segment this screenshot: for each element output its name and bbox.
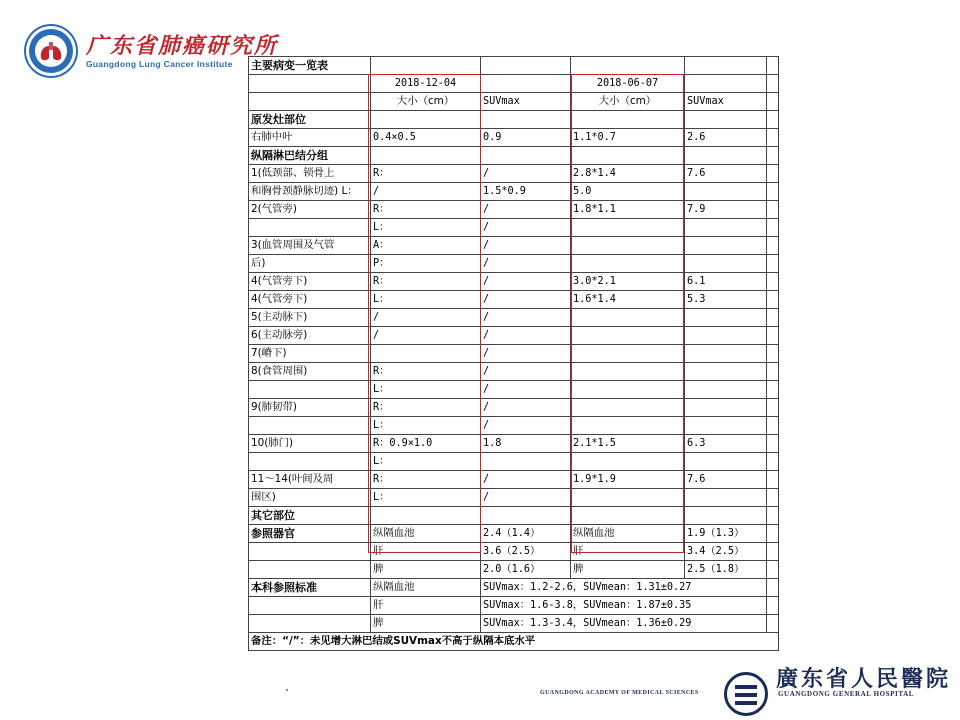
cell-col-3 — [571, 399, 685, 417]
cell-col-1: A： — [371, 237, 481, 255]
cell-col-1: R： — [371, 273, 481, 291]
cell-col-2: / — [481, 309, 571, 327]
cell-col-1: R： — [371, 363, 481, 381]
cell-label: 和胸骨颈静脉切迹) L： — [249, 183, 371, 201]
table-row — [249, 165, 779, 183]
cell-col-3 — [571, 507, 685, 525]
cell-label — [249, 417, 371, 435]
table-row — [249, 633, 779, 651]
cell-col-2: 3.6（2.5） — [481, 543, 571, 561]
cell-col-end — [767, 309, 779, 327]
cell-label — [249, 381, 371, 399]
cell-col-1: L： — [371, 291, 481, 309]
cell-label: 围区) — [249, 489, 371, 507]
cell-col-4: 2.6 — [685, 129, 767, 147]
cell-col-1: / — [371, 183, 481, 201]
cell-col-2: / — [481, 417, 571, 435]
cell-col-2: SUVmax：1.2-2.6，SUVmean：1.31±0.27 — [481, 579, 767, 597]
stray-dot — [286, 689, 288, 691]
cell-col-end — [767, 75, 779, 93]
cell-col-4 — [685, 219, 767, 237]
cell-col-end — [767, 291, 779, 309]
cell-col-end — [767, 183, 779, 201]
cell-col-end — [767, 255, 779, 273]
cell-label: 后) — [249, 255, 371, 273]
cell-col-3: 纵隔血池 — [571, 525, 685, 543]
cell-col-end — [767, 561, 779, 579]
cell-col-3 — [571, 237, 685, 255]
table-row — [249, 471, 779, 489]
cell-col-end — [767, 417, 779, 435]
cell-col-2: / — [481, 201, 571, 219]
cell-label: 其它部位 — [249, 507, 371, 525]
table-row — [249, 363, 779, 381]
cell-col-2 — [481, 57, 571, 75]
cell-label: 6(主动脉旁) — [249, 327, 371, 345]
cell-col-2 — [481, 507, 571, 525]
cell-col-3: 2018-06-07 — [571, 75, 685, 93]
table-row — [249, 75, 779, 93]
lesion-table — [248, 56, 779, 651]
cell-col-2: SUVmax：1.3-3.4，SUVmean：1.36±0.29 — [481, 615, 767, 633]
cell-col-1: 肝 — [371, 597, 481, 615]
footer-academy-name: GUANGDONG ACADEMY OF MEDICAL SCIENCES — [540, 690, 699, 696]
cell-label: 4(气管旁下) — [249, 273, 371, 291]
table-row — [249, 129, 779, 147]
cell-col-4 — [685, 489, 767, 507]
cell-col-4 — [685, 111, 767, 129]
cell-col-3 — [571, 417, 685, 435]
cell-col-1: L： — [371, 489, 481, 507]
table-row — [249, 255, 779, 273]
cell-col-2 — [481, 75, 571, 93]
table-row — [249, 291, 779, 309]
cell-label: 5(主动脉下) — [249, 309, 371, 327]
cell-col-4 — [685, 57, 767, 75]
cell-col-end — [767, 201, 779, 219]
cell-label — [249, 615, 371, 633]
table-row — [249, 201, 779, 219]
cell-col-3: 大小（cm） — [571, 93, 685, 111]
cell-label — [249, 93, 371, 111]
cell-col-1: 纵隔血池 — [371, 579, 481, 597]
cell-col-1: 大小（cm） — [371, 93, 481, 111]
cell-col-1: R： — [371, 165, 481, 183]
cell-col-2: / — [481, 237, 571, 255]
cell-label: 8(食管周围) — [249, 363, 371, 381]
cell-col-4 — [685, 147, 767, 165]
cell-col-3 — [571, 345, 685, 363]
cell-col-4 — [685, 75, 767, 93]
cell-col-end — [767, 579, 779, 597]
cell-col-4 — [685, 381, 767, 399]
cell-label: 右肺中叶 — [249, 129, 371, 147]
cell-col-1: 纵隔血池 — [371, 525, 481, 543]
cell-col-end — [767, 453, 779, 471]
cell-col-4: 7.9 — [685, 201, 767, 219]
cell-label — [249, 219, 371, 237]
table-row — [249, 615, 779, 633]
logo-title-en: Guangdong Lung Cancer Institute — [86, 59, 233, 69]
cell-col-4 — [685, 255, 767, 273]
cell-col-3 — [571, 57, 685, 75]
cell-col-1: R： — [371, 471, 481, 489]
hospital-footer — [540, 660, 960, 720]
cell-col-2: / — [481, 327, 571, 345]
cell-col-1: / — [371, 327, 481, 345]
cell-col-3 — [571, 219, 685, 237]
note-cell: 备注：“/”：未见增大淋巴结或SUVmax不高于纵隔本底水平 — [249, 633, 779, 651]
table-row — [249, 273, 779, 291]
table-row — [249, 489, 779, 507]
cell-col-3: 1.6*1.4 — [571, 291, 685, 309]
cell-col-end — [767, 615, 779, 633]
cell-label — [249, 453, 371, 471]
cell-col-2 — [481, 111, 571, 129]
cell-col-2: / — [481, 363, 571, 381]
cell-col-4: 1.9（1.3） — [685, 525, 767, 543]
cell-col-1 — [371, 345, 481, 363]
cell-col-end — [767, 597, 779, 615]
cell-label — [249, 543, 371, 561]
table-row — [249, 579, 779, 597]
cell-col-3 — [571, 255, 685, 273]
cell-col-2: / — [481, 399, 571, 417]
cell-col-2 — [481, 147, 571, 165]
cell-col-4 — [685, 327, 767, 345]
cell-col-4 — [685, 507, 767, 525]
cell-col-1: L： — [371, 219, 481, 237]
cell-col-3 — [571, 111, 685, 129]
cell-col-1 — [371, 111, 481, 129]
cell-label: 9(肺韧带) — [249, 399, 371, 417]
cell-col-1: R：0.9×1.0 — [371, 435, 481, 453]
table-row — [249, 111, 779, 129]
cell-col-1 — [371, 57, 481, 75]
table-row — [249, 237, 779, 255]
table-row — [249, 183, 779, 201]
cell-col-3: 2.1*1.5 — [571, 435, 685, 453]
cell-col-2: 0.9 — [481, 129, 571, 147]
lesion-table-sheet — [248, 56, 779, 651]
cell-col-2: 2.0（1.6） — [481, 561, 571, 579]
cell-col-end — [767, 525, 779, 543]
cell-col-1: L： — [371, 417, 481, 435]
cell-col-1 — [371, 147, 481, 165]
footer-hospital-cn: 廣东省人民醫院 — [776, 666, 952, 692]
cell-col-4: 6.1 — [685, 273, 767, 291]
cell-label: 纵隔淋巴结分组 — [249, 147, 371, 165]
cell-col-end — [767, 435, 779, 453]
cell-label: 1(低颈部、锁骨上 — [249, 165, 371, 183]
cell-col-1: L： — [371, 381, 481, 399]
footer-hospital-en: GUANGDONG GENERAL HOSPITAL — [778, 690, 915, 698]
cell-label: 7(嵴下) — [249, 345, 371, 363]
cell-col-4 — [685, 345, 767, 363]
cell-col-4: 5.3 — [685, 291, 767, 309]
cell-col-2: / — [481, 381, 571, 399]
table-row — [249, 399, 779, 417]
cell-label: 原发灶部位 — [249, 111, 371, 129]
cell-col-end — [767, 363, 779, 381]
cell-col-4: SUVmax — [685, 93, 767, 111]
cell-label: 本科参照标准 — [249, 579, 371, 597]
cell-col-end — [767, 147, 779, 165]
cell-col-2: / — [481, 489, 571, 507]
table-row — [249, 507, 779, 525]
cell-col-3: 5.0 — [571, 183, 685, 201]
cell-label — [249, 75, 371, 93]
cell-col-4: 2.5（1.8） — [685, 561, 767, 579]
cell-col-3 — [571, 147, 685, 165]
cell-col-1: R： — [371, 201, 481, 219]
cell-col-4 — [685, 453, 767, 471]
table-row — [249, 309, 779, 327]
cell-label: 4(气管旁下) — [249, 291, 371, 309]
cell-col-end — [767, 165, 779, 183]
table-row — [249, 93, 779, 111]
cell-col-3: 肝 — [571, 543, 685, 561]
cell-col-4: 7.6 — [685, 165, 767, 183]
cell-col-1: R： — [371, 399, 481, 417]
cell-col-end — [767, 489, 779, 507]
cell-col-1: P： — [371, 255, 481, 273]
table-row — [249, 57, 779, 75]
cell-col-end — [767, 237, 779, 255]
cell-label: 参照器官 — [249, 525, 371, 543]
cell-label: 11～14(叶间及周 — [249, 471, 371, 489]
cell-col-3: 脾 — [571, 561, 685, 579]
cell-col-3: 3.0*2.1 — [571, 273, 685, 291]
cell-col-end — [767, 111, 779, 129]
cell-label — [249, 561, 371, 579]
table-row — [249, 525, 779, 543]
cell-col-end — [767, 381, 779, 399]
cell-col-3 — [571, 363, 685, 381]
cell-label: 2(气管旁) — [249, 201, 371, 219]
table-row — [249, 417, 779, 435]
cell-col-1: / — [371, 309, 481, 327]
cell-col-1: 肝 — [371, 543, 481, 561]
cell-col-1: 0.4×0.5 — [371, 129, 481, 147]
cell-col-end — [767, 273, 779, 291]
table-row — [249, 561, 779, 579]
cell-col-end — [767, 93, 779, 111]
cell-label: 10(肺门) — [249, 435, 371, 453]
cell-col-3 — [571, 327, 685, 345]
cell-col-end — [767, 399, 779, 417]
table-row — [249, 381, 779, 399]
cell-col-3 — [571, 381, 685, 399]
table-row — [249, 345, 779, 363]
cell-col-end — [767, 57, 779, 75]
cell-col-3: 2.8*1.4 — [571, 165, 685, 183]
cell-col-2: / — [481, 345, 571, 363]
cell-col-1: L： — [371, 453, 481, 471]
cell-col-3: 1.9*1.9 — [571, 471, 685, 489]
cell-col-3 — [571, 453, 685, 471]
hospital-emblem-icon — [724, 672, 768, 716]
table-row — [249, 219, 779, 237]
cell-col-3 — [571, 309, 685, 327]
institute-logo — [26, 26, 278, 76]
table-row — [249, 147, 779, 165]
table-row — [249, 435, 779, 453]
cell-col-end — [767, 471, 779, 489]
cell-col-2: 2.4（1.4） — [481, 525, 571, 543]
cell-label: 3(血管周围及气管 — [249, 237, 371, 255]
cell-col-2: SUVmax — [481, 93, 571, 111]
cell-label — [249, 597, 371, 615]
cell-col-4 — [685, 237, 767, 255]
cell-col-2: / — [481, 255, 571, 273]
cell-col-4 — [685, 309, 767, 327]
cell-col-2: / — [481, 291, 571, 309]
logo-title-cn: 广东省肺癌研究所 — [86, 33, 279, 59]
cell-col-3: 1.8*1.1 — [571, 201, 685, 219]
cell-col-2: / — [481, 219, 571, 237]
cell-col-end — [767, 219, 779, 237]
cell-col-2: SUVmax：1.6-3.8，SUVmean：1.87±0.35 — [481, 597, 767, 615]
cell-col-1 — [371, 507, 481, 525]
cell-col-4: 3.4（2.5） — [685, 543, 767, 561]
cell-col-3: 1.1*0.7 — [571, 129, 685, 147]
cell-col-1: 脾 — [371, 615, 481, 633]
cell-col-4: 6.3 — [685, 435, 767, 453]
cell-col-2 — [481, 453, 571, 471]
cell-col-end — [767, 507, 779, 525]
cell-col-4 — [685, 183, 767, 201]
cell-col-4 — [685, 363, 767, 381]
cell-col-1: 脾 — [371, 561, 481, 579]
cell-col-end — [767, 345, 779, 363]
cell-col-4: 7.6 — [685, 471, 767, 489]
table-row — [249, 543, 779, 561]
cell-col-end — [767, 327, 779, 345]
cell-col-4 — [685, 399, 767, 417]
cell-label: 主要病变一览表 — [249, 57, 371, 75]
cell-col-2: 1.8 — [481, 435, 571, 453]
cell-col-2: 1.5*0.9 — [481, 183, 571, 201]
lung-emblem-icon — [26, 26, 76, 76]
table-row — [249, 597, 779, 615]
table-row — [249, 327, 779, 345]
cell-col-4 — [685, 417, 767, 435]
cell-col-2: / — [481, 273, 571, 291]
table-row — [249, 453, 779, 471]
cell-col-end — [767, 543, 779, 561]
cell-col-2: / — [481, 471, 571, 489]
cell-col-2: / — [481, 165, 571, 183]
cell-col-3 — [571, 489, 685, 507]
cell-col-1: 2018-12-04 — [371, 75, 481, 93]
cell-col-end — [767, 129, 779, 147]
